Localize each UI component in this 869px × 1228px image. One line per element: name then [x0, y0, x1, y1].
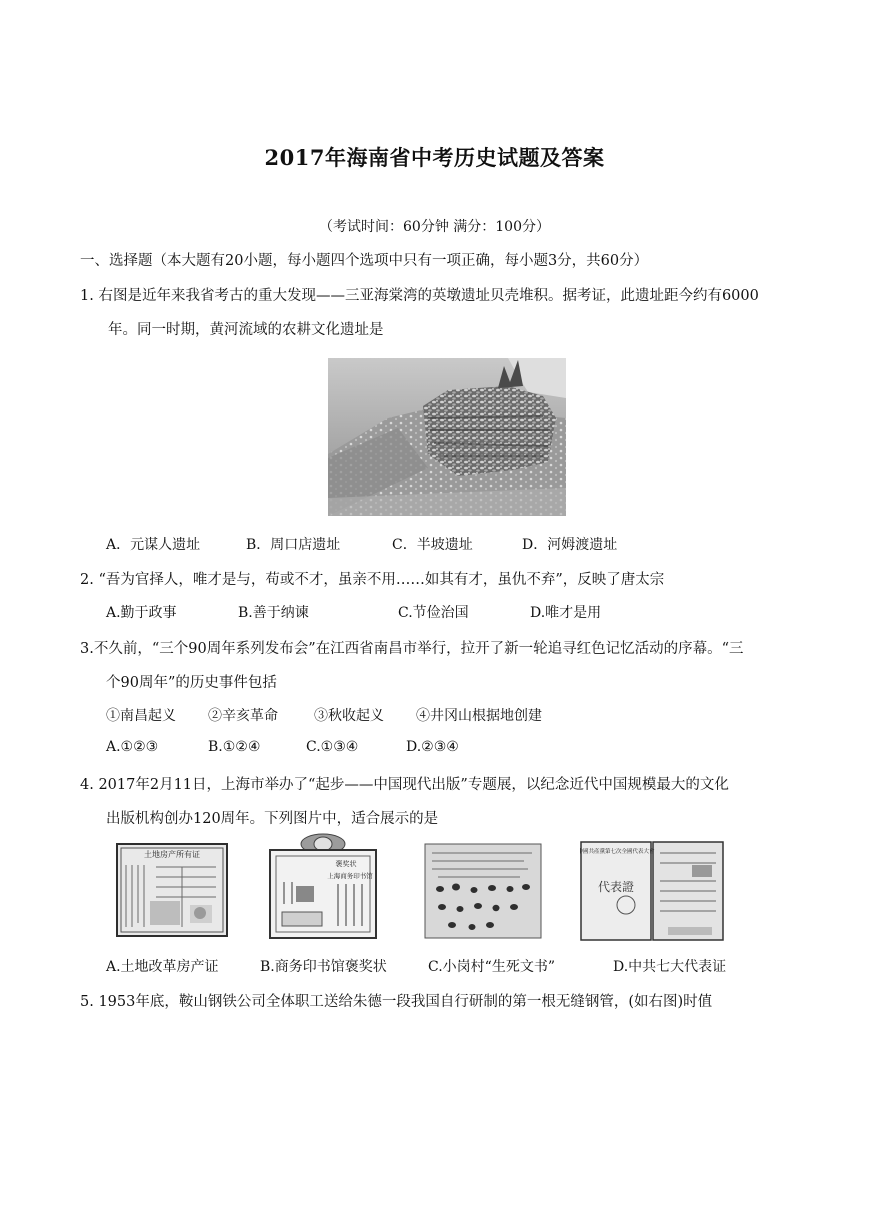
exam-info: （考试时间：60分钟 满分：100分）: [319, 219, 550, 235]
q2-option-d: D.唯才是用: [530, 605, 602, 621]
section-heading: 一、选择题（本大题有20小题，每小题四个选项中只有一项正确，每小题3分，共60分）: [80, 253, 649, 269]
q3-item-3: ③秋收起义: [314, 708, 384, 724]
q3-text-line2: 个90周年”的历史事件包括: [106, 675, 277, 691]
xiaogang-contract-image: [424, 843, 542, 939]
q2-text: 2. “吾为官择人，唯才是与，苟或不才，虽亲不用……如其有才，虽仇不弃”，反映了唐太宗: [80, 572, 665, 588]
page-title: 2017年海南省中考历史试题及答案: [264, 145, 605, 170]
shell-midden-photo: [328, 358, 566, 516]
q1-option-b: B．周口店遗址: [246, 537, 341, 553]
land-cert-heading: 土地房产所有证: [144, 850, 200, 859]
q5-text: 5. 1953年底，鞍山钢铁公司全体职工送给朱德一段我国自行研制的第一根无缝钢管，(如右图)时值: [80, 994, 713, 1010]
q1-text-line1: 1. 右图是近年来我省考古的重大发现——三亚海棠湾的英墩遗址贝壳堆积。据考证，此遗址距今约有6000: [80, 288, 759, 304]
delegate-card-image: [580, 841, 724, 941]
q3-option-d: D.②③④: [406, 739, 459, 755]
q1-option-c: C．半坡遗址: [392, 537, 473, 553]
land-certificate-image: [116, 843, 228, 937]
q2-option-c: C.节俭治国: [398, 605, 469, 621]
q2-option-a: A.勤于政事: [106, 605, 177, 621]
q3-item-2: ②辛亥革命: [208, 708, 278, 724]
award-heading: 褒奖状: [335, 860, 357, 868]
award-text: 上海商务印书馆: [327, 872, 373, 880]
q3-item-4: ④井冈山根据地创建: [416, 708, 542, 724]
q3-option-b: B.①②④: [208, 739, 261, 755]
q3-text-line1: 3.不久前，“三个90周年系列发布会”在江西省南昌市举行，拉开了新一轮追寻红色记忆活动的序幕。“三: [80, 641, 744, 657]
q4-text-line1: 4. 2017年2月11日，上海市举办了“起步——中国现代出版”专题展，以纪念近代中国规模最大的文化: [80, 777, 729, 793]
q4-option-c: C.小岗村“生死文书”: [428, 959, 555, 975]
delegate-card-big-text: 代表證: [597, 880, 635, 894]
q4-option-d: D.中共七大代表证: [613, 959, 727, 975]
q1-option-d: D．河姆渡遗址: [522, 537, 618, 553]
q3-option-a: A.①②③: [106, 739, 159, 755]
q3-option-c: C.①③④: [306, 739, 359, 755]
q1-text-line2: 年。同一时期，黄河流域的农耕文化遗址是: [108, 322, 384, 338]
delegate-card-issuer: 中國共產黨第七次全國代表大會: [580, 849, 655, 855]
q4-text-line2: 出版机构创办120周年。下列图片中，适合展示的是: [106, 811, 439, 827]
q2-option-b: B.善于纳谏: [238, 605, 309, 621]
commercial-press-award-image: [268, 832, 378, 940]
q4-option-b: B.商务印书馆褒奖状: [260, 959, 387, 975]
q1-option-a: A．元谋人遗址: [106, 537, 201, 553]
q3-item-1: ①南昌起义: [106, 708, 176, 724]
q4-option-a: A.土地改革房产证: [106, 959, 219, 975]
